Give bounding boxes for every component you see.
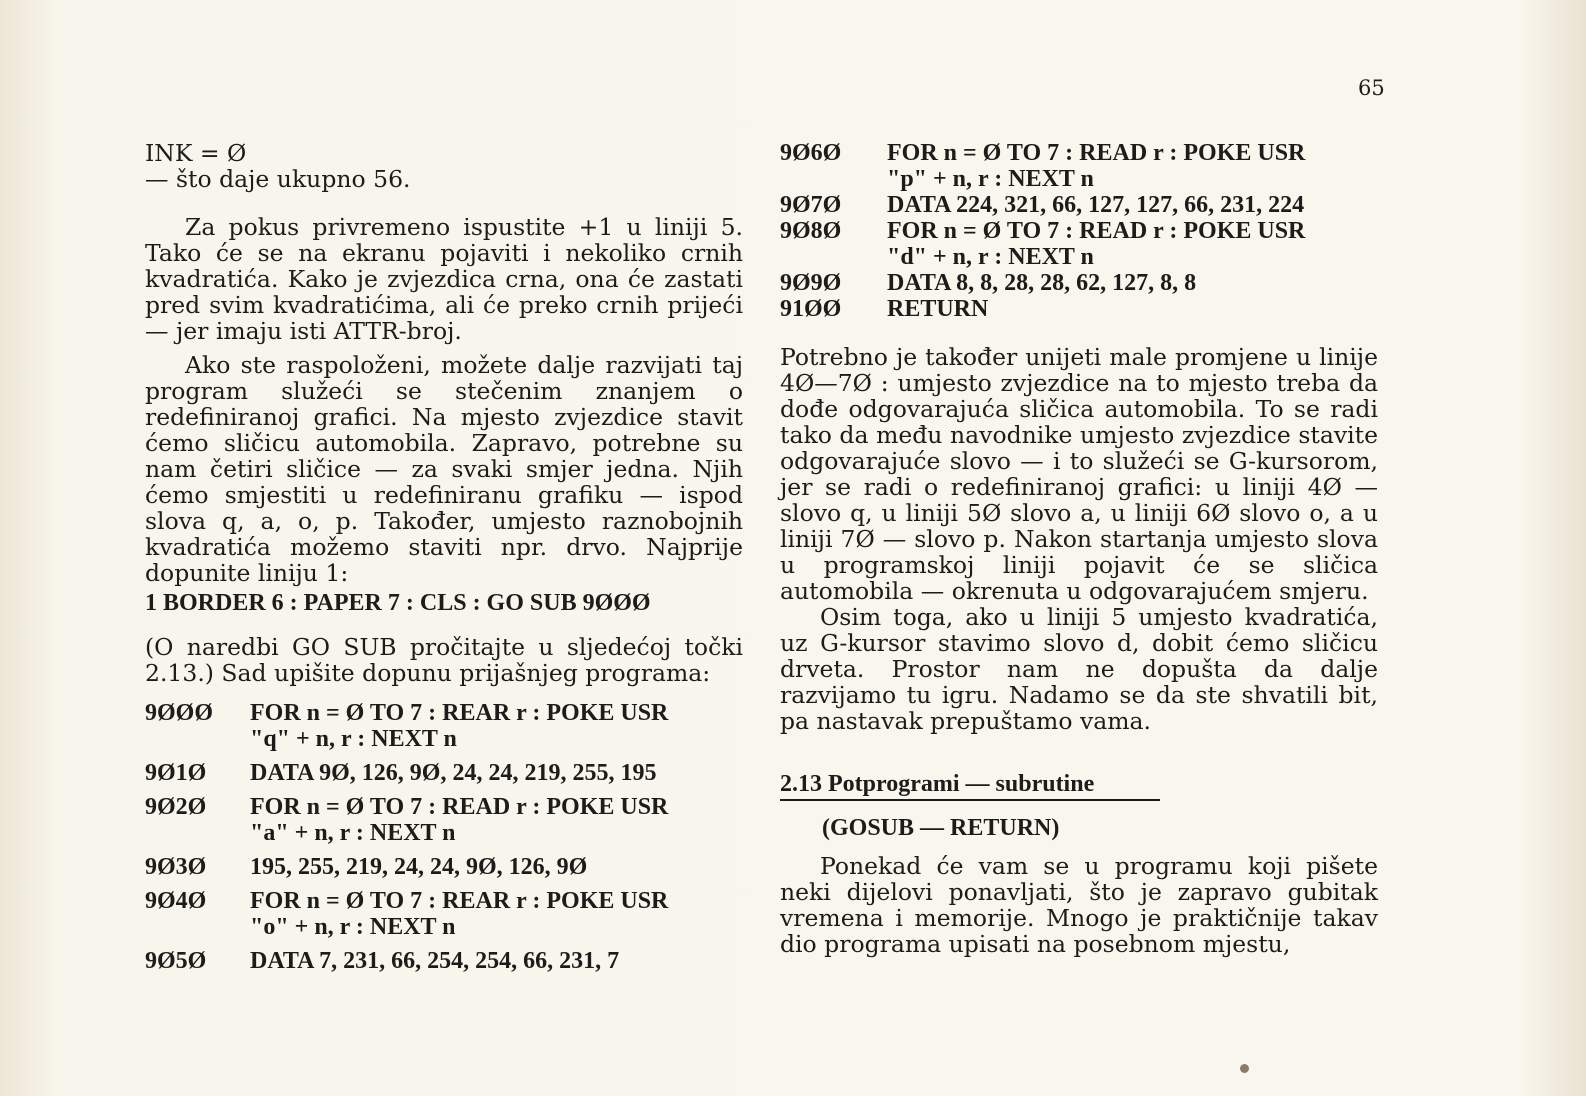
line-number: 9Ø2Ø [145,794,207,820]
code-text: "q" + n, r : NEXT n [250,726,457,752]
code-text: FOR n = Ø TO 7 : REAR r : POKE USR [250,700,669,726]
code-text: FOR n = Ø TO 7 : READ r : POKE USR [887,140,1306,166]
border-command: 1 BORDER 6 : PAPER 7 : CLS : GO SUB 9ØØØ [145,590,651,616]
code-line [780,218,1378,270]
line-number: 91ØØ [780,296,842,322]
code-text: DATA 7, 231, 66, 254, 254, 66, 231, 7 [250,948,620,974]
line-number: 9Ø1Ø [145,760,207,786]
code-text: RETURN [887,296,989,322]
ink-line: INK = Ø [145,139,247,167]
code-text: FOR n = Ø TO 7 : READ r : POKE USR [250,794,669,820]
code-line [145,760,743,786]
page-number: 65 [1358,76,1385,100]
code-line [145,794,743,846]
code-text: "a" + n, r : NEXT n [250,820,456,846]
paragraph-tree: Osim toga, ako u liniji 5 umjesto kvadratića, uz G-kursor stavimo slovo d, dobit ćemo sličicu drveta. Prostor nam ne dopušta da dalje razvijamo tu igru. Nadamo se da ste shvatili bit, pa nastavak prepuštamo vama. [780,603,1378,735]
code-line [780,140,1378,192]
right-column [780,140,1378,957]
code-text: DATA 224, 321, 66, 127, 127, 66, 231, 224 [887,192,1305,218]
code-text: 195, 255, 219, 24, 24, 9Ø, 126, 9Ø [250,854,588,880]
line-number: 9Ø6Ø [780,140,842,166]
code-listing-right [780,140,1378,322]
code-listing-left [145,700,743,974]
code-line [145,948,743,974]
code-text: DATA 9Ø, 126, 9Ø, 24, 24, 219, 255, 195 [250,760,657,786]
code-text: "p" + n, r : NEXT n [887,166,1094,192]
code-line [145,700,743,752]
paragraph-test: Za pokus privremeno ispustite +1 u liniji 5. Tako će se na ekranu pojaviti i nekoliko crnih kvadratića. Kako je zvjezdica crna, ona će zastati pred svim kvadratićima, ali će preko crnih prijeći — jer imaju isti ATTR-broj. [145,213,743,345]
code-text: DATA 8, 8, 28, 28, 62, 127, 8, 8 [887,270,1197,296]
sum-line: — što daje ukupno 56. [145,165,411,193]
paragraph-changes: Potrebno je također unijeti male promjene u linije 4Ø—7Ø : umjesto zvjezdice na to mjesto treba da dođe odgovarajuća sličica automobila. To se radi tako da među navodnike umjesto zvjezdice stavite odgovarajuće slovo — i to služeći se G-kursorom, jer se radi o redefiniranoj grafici: u liniji 4Ø — slovo q, u liniji 5Ø slovo a, u liniji 6Ø slovo o, a u liniji 7Ø — slovo p. Nakon startanja umjesto slova u programskoj liniji pojavit će se sličica automobila — okrenuta u odgovarajućem smjeru. [780,343,1378,605]
code-line [780,296,1378,322]
code-text: "d" + n, r : NEXT n [887,244,1094,270]
code-line [780,270,1378,296]
line-number: 9Ø5Ø [145,948,207,974]
paragraph-gosub-note: (O naredbi GO SUB pročitajte u sljedećoj točki 2.13.) Sad upišite dopunu prijašnjeg programa: [145,633,743,687]
line-number: 9Ø7Ø [780,192,842,218]
code-text: "o" + n, r : NEXT n [250,914,456,940]
line-number: 9Ø8Ø [780,218,842,244]
code-line [145,888,743,940]
line-number: 9Ø3Ø [145,854,207,880]
section-subtitle: (GOSUB — RETURN) [822,815,1060,841]
code-line [780,192,1378,218]
code-line [145,854,743,880]
code-text: FOR n = Ø TO 7 : REAR r : POKE USR [250,888,669,914]
ink-spot [1240,1064,1249,1073]
line-number: 9Ø4Ø [145,888,207,914]
line-number: 9ØØØ [145,700,214,726]
paragraph-redefine: Ako ste raspoloženi, možete dalje razvijati taj program služeći se stečenim znanjem o redefiniranoj grafici. Na mjesto zvjezdice stavit ćemo sličicu automobila. Zapravo, potrebne su nam četiri sličice — za svaki smjer jedna. Njih ćemo smjestiti u redefiniranu grafiku — ispod slova q, a, o, p. Također, umjesto raznobojnih kvadratića možemo staviti npr. drvo. Najprije dopunite liniju 1: [145,351,743,587]
line-number: 9Ø9Ø [780,270,842,296]
paragraph-subroutines: Ponekad će vam se u programu koji pišete neki dijelovi ponavljati, što je zapravo gubitak vremena i memorije. Mnogo je praktičnije takav dio programa upisati na posebnom mjestu, [780,852,1378,958]
section-title: 2.13 Potprogrami — subrutine [780,771,1160,801]
code-text: FOR n = Ø TO 7 : READ r : POKE USR [887,218,1306,244]
left-column [145,140,743,974]
